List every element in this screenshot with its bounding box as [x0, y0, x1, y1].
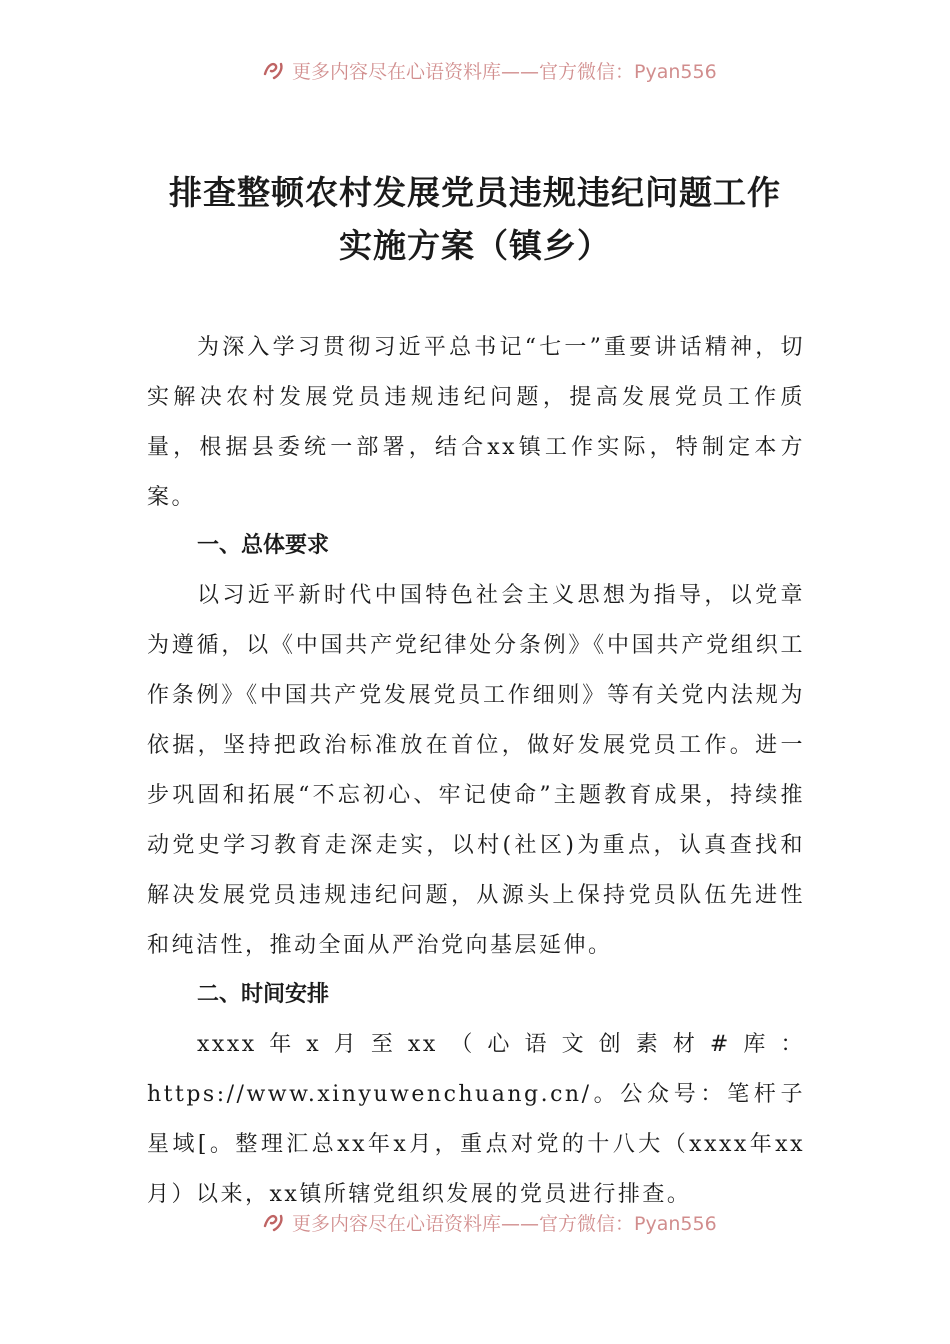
watermark-text: 更多内容尽在心语资料库——官方微信：Pyan556 [292, 60, 717, 83]
section2-heading: 二、时间安排 [197, 982, 330, 1007]
watermark-text: 更多内容尽在心语资料库——官方微信：Pyan556 [292, 1212, 717, 1235]
watermark-bottom [262, 1208, 717, 1236]
watermark-top [262, 56, 717, 84]
section2-paragraph: xxxx年x月至xx（心语文创素材#库：https://www.xinyuwenchuang.cn/。公众号：笔杆子星域[。整理汇总xx年x月，重点对党的十八大（xxxx年xx月）以来，xx镇所辖党组织发展的党员进行排查。 [147, 1032, 805, 1207]
section1-paragraph: 以习近平新时代中国特色社会主义思想为指导，以党章为遵循，以《中国共产党纪律处分条例》《中国共产党组织工作条例》《中国共产党发展党员工作细则》等有关党内法规为依据，坚持把政治标准放在首位，做好发展党员工作。进一步巩固和拓展“不忘初心、牢记使命”主题教育成果，持续推动党史学习教育走深走实，以村(社区)为重点，认真查找和解决发展党员违规违纪问题，从源头上保持党员队伍先进性和纯洁性，推动全面从严治党向基层延伸。 [147, 583, 805, 958]
section1-heading: 一、总体要求 [197, 533, 330, 558]
document-title-line1: 排查整顿农村发展党员违规违纪问题工作 [169, 173, 781, 212]
watermark-logo-icon [262, 1210, 286, 1234]
intro-paragraph: 为深入学习贯彻习近平总书记“七一”重要讲话精神，切实解决农村发展党员违规违纪问题，提高发展党员工作质量，根据县委统一部署，结合xx镇工作实际，特制定本方案。 [147, 335, 805, 510]
document-title-line2: 实施方案（镇乡） [339, 226, 611, 265]
watermark-logo-icon [262, 58, 286, 82]
